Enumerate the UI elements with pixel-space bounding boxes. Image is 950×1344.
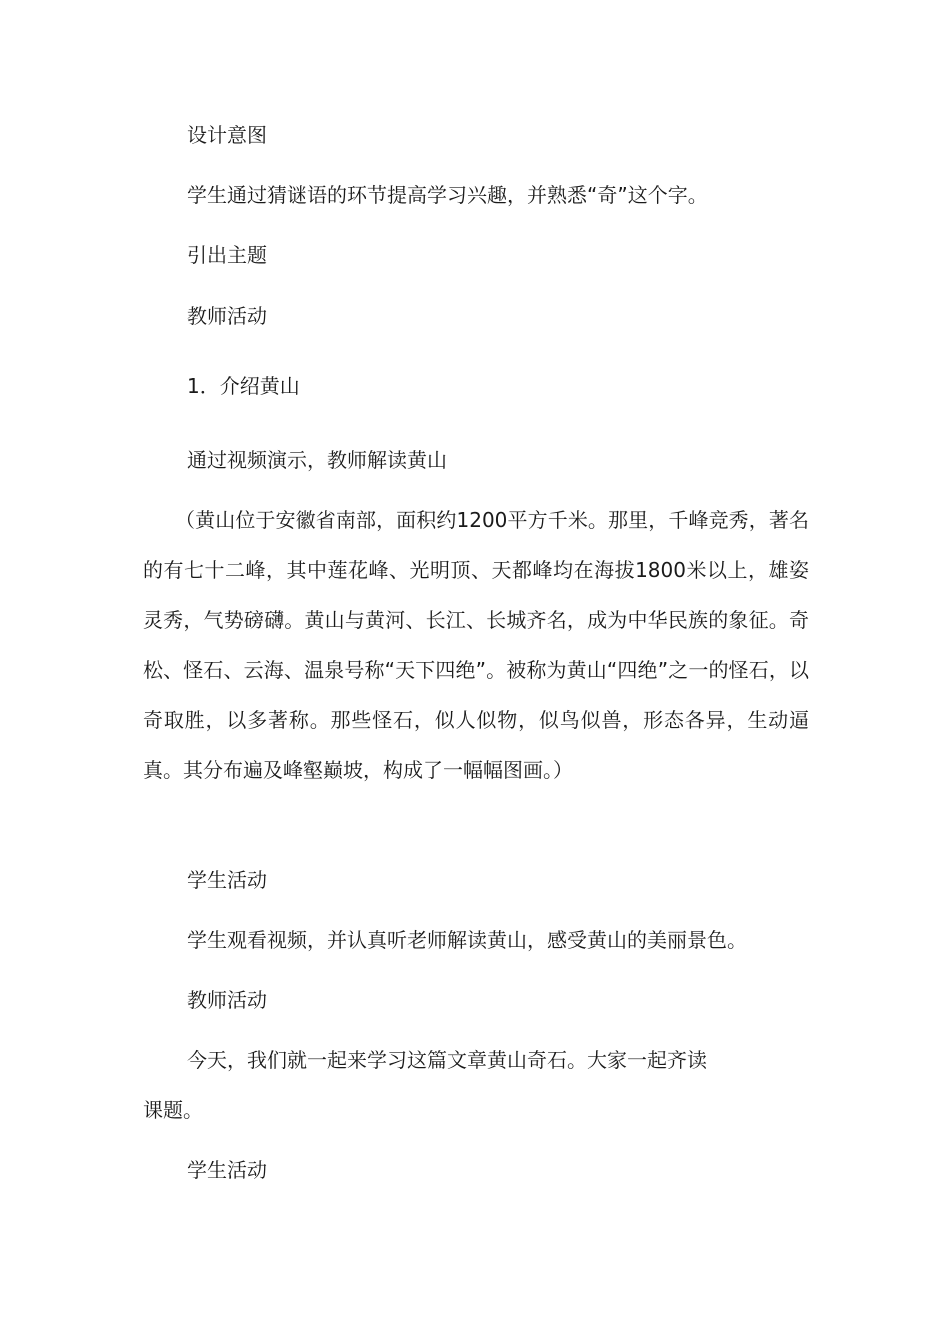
list-item-introduce-huangshan: 1．介绍黄山	[187, 374, 300, 398]
heading-intro-topic: 引出主题	[187, 243, 267, 267]
student-activity-text: 学生观看视频，并认真听老师解读黄山，感受黄山的美丽景色。	[187, 928, 747, 952]
teacher-activity-text-line2: 课题。	[143, 1098, 203, 1122]
heading-student-activity-2: 学生活动	[187, 1158, 267, 1182]
heading-teacher-activity: 教师活动	[187, 304, 267, 328]
heading-student-activity: 学生活动	[187, 868, 267, 892]
video-intro-text: 通过视频演示，教师解读黄山	[187, 448, 447, 472]
heading-teacher-activity-2: 教师活动	[187, 988, 267, 1012]
design-intent-text: 学生通过猜谜语的环节提高学习兴趣，并熟悉“奇”这个字。	[187, 183, 708, 207]
teacher-activity-text-line1: 今天，我们就一起来学习这篇文章黄山奇石。大家一起齐读	[187, 1048, 707, 1072]
heading-design-intent: 设计意图	[187, 123, 267, 147]
huangshan-description-paragraph: （黄山位于安徽省南部，面积约1200平方千米。那里，千峰竞秀，著名的有七十二峰，其中莲花峰、光明顶、天都峰均在海拔1800米以上，雄姿灵秀，气势磅礴。黄山与黄河、长江、长城齐名，成为中华民族的象征。奇松、怪石、云海、温泉号称“天下四绝”。被称为黄山“四绝”之一的怪石，以奇取胜，以多著称。那些怪石，似人似物，似鸟似兽，形态各异，生动逼真。其分布遍及峰壑巅坡，构成了一幅幅图画。）	[143, 508, 809, 782]
